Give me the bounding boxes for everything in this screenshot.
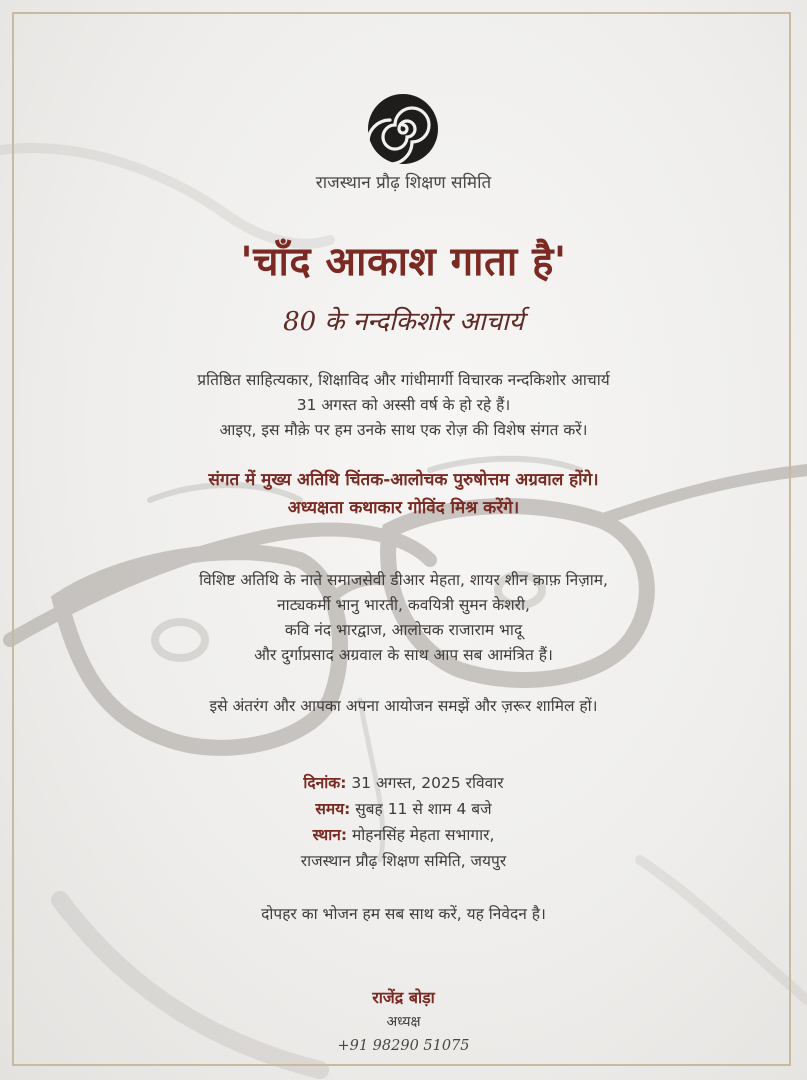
contact-phone[interactable]: +91 98290 51075: [337, 1038, 470, 1054]
event-details: [40, 770, 767, 874]
intro-paragraph: [40, 368, 767, 443]
time-label: समय:: [315, 800, 351, 818]
venue-row: [40, 822, 767, 848]
special-guest-line: नाट्यकर्मी भानु भारती, कवयित्री सुमन केशरी,: [277, 596, 530, 614]
intro-line: प्रतिष्ठित साहित्यकार, शिक्षाविद और गांधीमार्गी विचारक नन्दकिशोर आचार्य: [197, 371, 610, 389]
venue-value: मोहनसिंह मेहता सभागार,: [347, 826, 495, 844]
venue-label: स्थान:: [312, 826, 348, 844]
chief-guest-line: अध्यक्षता कथाकार गोविंद मिश्र करेंगे।: [287, 498, 520, 518]
special-guest-line: कवि नंद भारद्वाज, आलोचक राजाराम भादू: [284, 621, 523, 639]
date-value: 31 अगस्त, 2025 रविवार: [346, 774, 504, 792]
special-guest-line: और दुर्गाप्रसाद अग्रवाल के साथ आप सब आमंत्रित हैं।: [254, 646, 553, 664]
event-subtitle: 80 के नन्दकिशोर आचार्य: [283, 307, 524, 337]
venue-line-2: राजस्थान प्रौढ़ शिक्षण समिति, जयपुर: [300, 852, 507, 870]
invite-note: इसे अंतरंग और आपका अपना आयोजन समझें और ज़रूर शामिल हों।: [209, 697, 598, 715]
special-guest-line: विशिष्ट अतिथि के नाते समाजसेवी डीआर मेहता, शायर शीन क़ाफ़ निज़ाम,: [199, 571, 608, 589]
spiral-logo-icon: [366, 92, 440, 166]
signatory-name: राजेंद्र बोड़ा: [372, 988, 435, 1007]
chief-guest-line: संगत में मुख्य अतिथि चिंतक-आलोचक पुरुषोत्तम अग्रवाल होंगे।: [208, 470, 599, 490]
date-row: [40, 770, 767, 796]
organization-name: राजस्थान प्रौढ़ शिक्षण समिति: [315, 173, 492, 193]
intro-line: आइए, इस मौक़े पर हम उनके साथ एक रोज़ की विशेष संगत करें।: [219, 421, 588, 439]
time-value: सुबह 11 से शाम 4 बजे: [350, 800, 492, 818]
lunch-note: दोपहर का भोजन हम सब साथ करें, यह निवेदन है।: [261, 905, 546, 923]
event-title: 'चाँद आकाश गाता है': [240, 239, 567, 285]
intro-line: 31 अगस्त को अस्सी वर्ष के हो रहे हैं।: [296, 396, 511, 414]
signatory-role: अध्यक्ष: [386, 1014, 421, 1030]
special-guests-paragraph: [40, 568, 767, 668]
time-row: [40, 796, 767, 822]
chief-guest-paragraph: [40, 466, 767, 522]
date-label: दिनांक:: [303, 774, 347, 792]
